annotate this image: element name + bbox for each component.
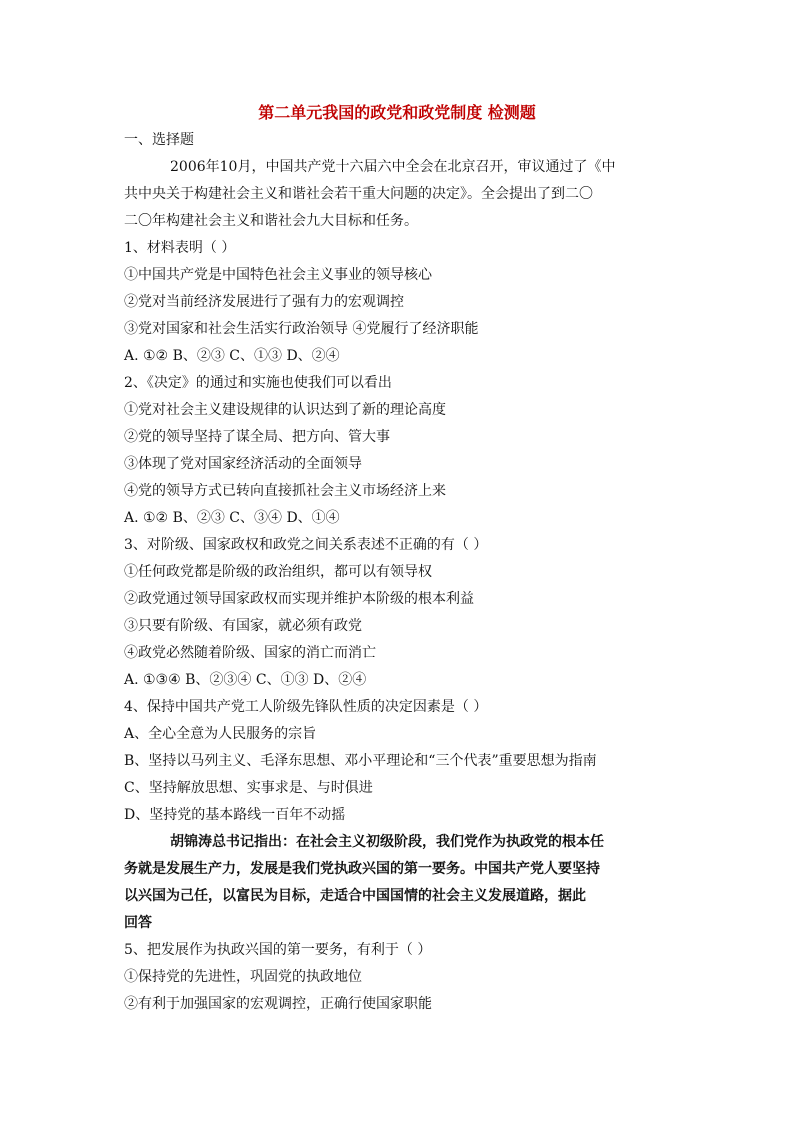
q4-option-a: A、全心全意为人民服务的宗旨 (124, 726, 317, 742)
q2-item-4: ④党的领导方式已转向直接抓社会主义市场经济上来 (124, 483, 446, 499)
q5-stem: 5、把发展作为执政兴国的第一要务，有利于（ ） (124, 942, 432, 958)
q2-item-3: ③体现了党对国家经济活动的全面领导 (124, 456, 362, 472)
q3-item-4: ④政党必然随着阶级、国家的消亡而消亡 (124, 645, 376, 661)
q2-stem: 2、《决定》的通过和实施也使我们可以看出 (124, 375, 392, 391)
intro-line-3: 二〇年构建社会主义和谐社会九大目标和任务。 (124, 213, 418, 229)
q1-item-1: ①中国共产党是中国特色社会主义事业的领导核心 (124, 267, 432, 283)
q1-item-2: ②党对当前经济发展进行了强有力的宏观调控 (124, 294, 404, 310)
q5-item-2: ②有利于加强国家的宏观调控，正确行使国家职能 (124, 996, 432, 1012)
q3-stem: 3、对阶级、国家政权和政党之间关系表述不正确的有（ ） (124, 537, 488, 553)
intro-line-1: 2006年10月，中国共产党十六届六中全会在北京召开，审议通过了《中 (170, 159, 616, 175)
q5-item-1: ①保持党的先进性，巩固党的执政地位 (124, 969, 362, 985)
intro-line-2: 共中央关于构建社会主义和谐社会若干重大问题的决定》。全会提出了到二〇 (124, 186, 593, 202)
q3-options: A. ①③④ B、②③④ C、①③ D、②④ (124, 672, 367, 688)
q3-item-2: ②政党通过领导国家政权而实现并维护本阶级的根本利益 (124, 591, 474, 607)
q1-item-3: ③党对国家和社会生活实行政治领导 ④党履行了经济职能 (124, 321, 479, 337)
q3-item-1: ①任何政党都是阶级的政治组织，都可以有领导权 (124, 564, 432, 580)
material-line-1: 胡锦涛总书记指出：在社会主义初级阶段，我们党作为执政党的根本任 (170, 834, 604, 850)
document-title: 第二单元我国的政党和政党制度 检测题 (258, 103, 536, 122)
q4-stem: 4、保持中国共产党工人阶级先锋队性质的决定因素是（ ） (124, 699, 488, 715)
material-line-4: 回答 (124, 915, 152, 931)
section-heading: 一、选择题 (124, 132, 194, 148)
q4-option-d: D、坚持党的基本路线一百年不动摇 (124, 807, 346, 823)
q4-option-c: C、坚持解放思想、实事求是、与时俱进 (124, 780, 373, 796)
q2-item-2: ②党的领导坚持了谋全局、把方向、管大事 (124, 429, 390, 445)
q2-item-1: ①党对社会主义建设规律的认识达到了新的理论高度 (124, 402, 446, 418)
q1-options: A. ①② B、②③ C、①③ D、②④ (124, 348, 340, 364)
q3-item-3: ③只要有阶级、有国家，就必须有政党 (124, 618, 362, 634)
q4-option-b: B、坚持以马列主义、毛泽东思想、邓小平理论和“三个代表”重要思想为指南 (124, 753, 597, 769)
material-line-3: 以兴国为己任，以富民为目标，走适合中国国情的社会主义发展道路，据此 (124, 888, 586, 904)
material-line-2: 务就是发展生产力，发展是我们党执政兴国的第一要务。中国共产党人要坚持 (124, 861, 600, 877)
q1-stem: 1、材料表明（ ） (124, 240, 236, 256)
q2-options: A. ①② B、②③ C、③④ D、①④ (124, 510, 340, 526)
